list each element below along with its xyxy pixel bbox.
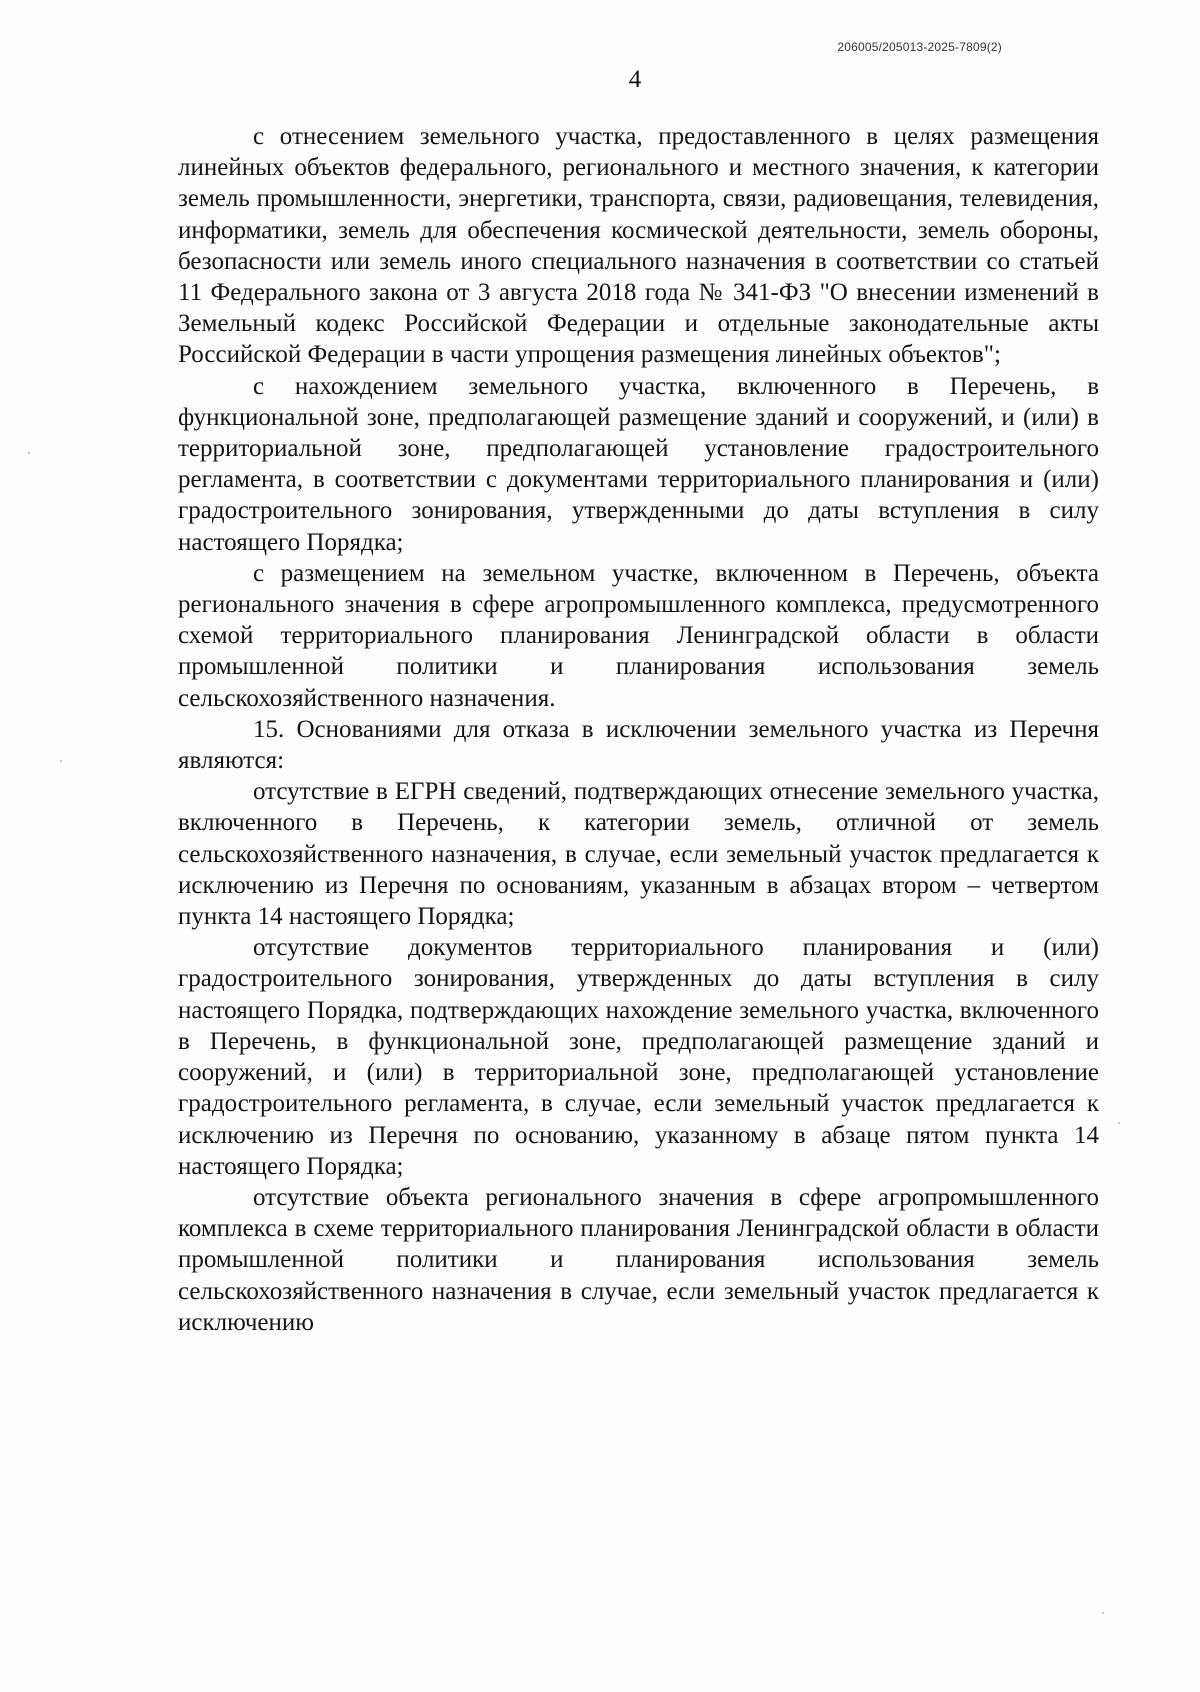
paragraph-no-planning-documents: отсутствие документов территориального планирования и (или) градостроительного зонирования, утвержденных до даты вступления в силу настоящего Порядка, подтверждающих нахождение земельного участка, включенного в Перечень, в функциональной зоне, предполагающей размещение зданий и сооружений, и (или) в территориальной зоне, предполагающей установление градостроительного регламента, в случае, если земельный участок предлагается к исключению из Перечня по основанию, указанному в абзаце пятом пункта 14 настоящего Порядка; — [178, 934, 1099, 1180]
paragraph-no-regional-object: отсутствие объекта регионального значения в сфере агропромышленного комплекса в схеме территориального планирования Ленинградской области в области промышленной политики и планирования использования земель сельскохозяйственного назначения в случае, если земельный участок предлагается к исключению — [178, 1183, 1099, 1336]
scan-speck — [28, 452, 30, 454]
paragraph-land-category: с отнесением земельного участка, предоставленного в целях размещения линейных объектов федерального, регионального и местного значения, к категории земель промышленности, энергетики, транспорта, связи, радиовещания, телевидения, информатики, земель для обеспечения космической деятельности, земель обороны, безопасности или земель иного специального назначения в соответствии со статьей 11 Федерального закона от 3 августа 2018 года № 341-ФЗ "О внесении изменений в Земельный кодекс Российской Федерации и отдельные законодательные акты Российской Федерации в части упрощения размещения линейных объектов"; — [178, 123, 1099, 369]
paragraph-functional-zone: с нахождением земельного участка, включенного в Перечень, в функциональной зоне, предполагающей размещение зданий и сооружений, и (или) в территориальной зоне, предполагающей установление градостроительного регламента, в соответствии с документами территориального планирования и (или) градостроительного зонирования, утвержденными до даты вступления в силу настоящего Порядка; — [178, 372, 1099, 556]
page-number: 4 — [628, 66, 642, 93]
paragraph-no-egrn-data: отсутствие в ЕГРН сведений, подтверждающих отнесение земельного участка, включенного в Перечень, к категории земель, отличной от земель сельскохозяйственного назначения, в случае, если земельный участок предлагается к исключению из Перечня по основаниям, указанным в абзацах втором – четвертом пункта 14 настоящего Порядка; — [178, 778, 1099, 931]
document-id: 206005/205013-2025-7809(2) — [837, 40, 1002, 54]
scan-speck — [60, 760, 62, 762]
paragraph-regional-object: с размещением на земельном участке, включенном в Перечень, объекта регионального значения в сфере агропромышленного комплекса, предусмотренного схемой территориального планирования Ленинградской области в области промышленной политики и планирования использования земель сельскохозяйственного назначения. — [178, 559, 1099, 712]
paragraph-refusal-grounds: 15. Основаниями для отказа в исключении земельного участка из Перечня являются: — [178, 715, 1099, 775]
scan-speck — [1102, 1612, 1104, 1614]
scan-speck — [1118, 1122, 1120, 1124]
document-body — [178, 121, 1099, 1338]
